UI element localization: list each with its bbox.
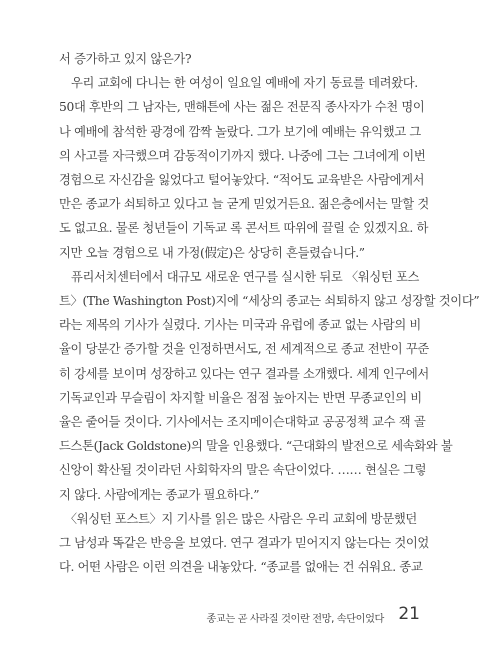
text-line: 만은 종교가 쇠퇴하고 있다고 늘 굳게 믿었거든요. 젊은층에서는 말할 것 xyxy=(59,197,429,212)
page-footer xyxy=(0,604,420,628)
page-number: 21 xyxy=(398,604,420,624)
body-text xyxy=(59,47,479,579)
text-line: 라는 제목의 기사가 실렸다. 기사는 미국과 유럽에 종교 없는 사람의 비 xyxy=(59,318,421,333)
text-line: 히 강세를 보이며 성장하고 있다는 연구 결과를 소개했다. 세계 인구에서 xyxy=(59,366,429,381)
text-line: 우리 교회에 다니는 한 여성이 일요일 예배에 자기 동료를 데려왔다. xyxy=(59,76,418,91)
text-line: 서 증가하고 있지 않은가? xyxy=(59,52,192,66)
text-line: 지만 오늘 경험으로 내 가정(假定)은 상당히 흔들렸습니다.” xyxy=(59,245,365,260)
text-line: 나 예배에 참석한 광경에 깜짝 놀랐다. 그가 보기에 예배는 유익했고 그 xyxy=(59,124,421,139)
text-line: 지 않다. 사람에게는 종교가 필요하다.” xyxy=(59,487,260,502)
running-head: 종교는 곧 사라질 것이란 전망, 속단이었다 xyxy=(206,614,384,625)
text-line: 드스톤(Jack Goldstone)의 말을 인용했다. “근대화의 발전으로 세속화와 불 xyxy=(59,439,453,454)
text-line: 도 없고요. 물론 청년들이 기독교 록 콘서트 따위에 끌릴 순 있겠지요. 하 xyxy=(59,221,429,236)
text-line: 퓨리서치센터에서 대규모 새로운 연구를 실시한 뒤로 〈워싱턴 포스 xyxy=(59,269,420,284)
text-line: 기독교인과 무슬림이 차지할 비율은 점점 높아지는 반면 무종교인의 비 xyxy=(59,390,422,405)
text-line: 그 남성과 똑같은 반응을 보였다. 연구 결과가 믿어지지 않는다는 것이었 xyxy=(59,536,429,551)
text-line: 율이 당분간 증가할 것을 인정하면서도, 전 세계적으로 종교 전반이 꾸준 xyxy=(59,342,429,357)
text-line: 트〉(The Washington Post)지에 “세상의 종교는 쇠퇴하지 않고 성장할 것이다” xyxy=(59,294,479,309)
text-line: 율은 줄어들 것이다. 기사에서는 조지메이슨대학교 공공정책 교수 잭 골 xyxy=(59,415,426,430)
text-line: 의 사고를 자극했으며 감동적이기까지 했다. 나중에 그는 그녀에게 이번 xyxy=(59,148,426,163)
text-line: 경험으로 자신감을 잃었다고 털어놓았다. “적어도 교육받은 사람에게서 xyxy=(59,173,425,188)
text-line: 〈워싱턴 포스트〉지 기사를 읽은 많은 사람은 우리 교회에 방문했던 xyxy=(59,511,417,526)
text-line: 다. 어떤 사람은 이런 의견을 내놓았다. “종교를 없애는 건 쉬워요. 종교 xyxy=(59,560,423,575)
text-line: 50대 후반의 그 남자는, 맨해튼에 사는 젊은 전문직 종사자가 수천 명이 xyxy=(59,100,425,115)
text-line: 신앙이 확산될 것이라던 사회학자의 말은 속단이었다. …… 현실은 그렇 xyxy=(59,463,427,478)
